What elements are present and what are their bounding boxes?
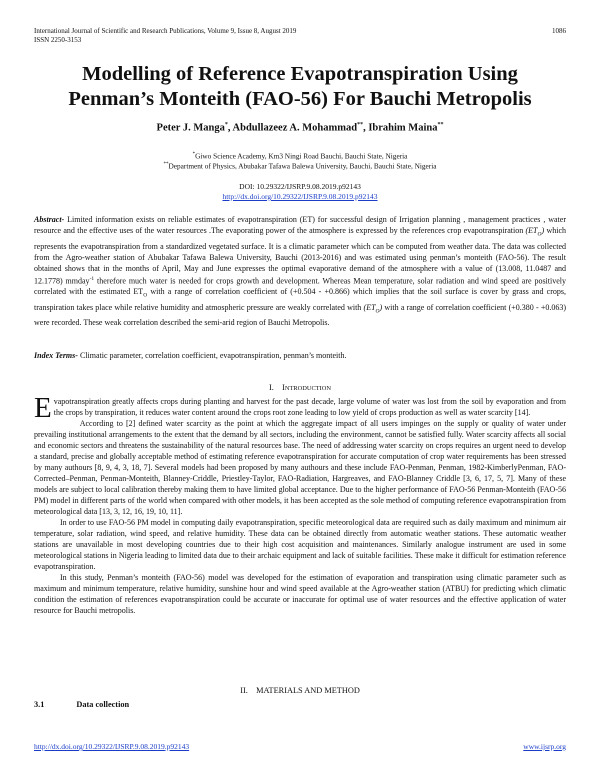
issn: ISSN 2250-3153 [34, 36, 82, 44]
subsection-title: Data collection [76, 700, 130, 709]
abstract-text-3: therefore much water is needed for crops growth and development. Whereas Mean temperature, solar radiation and wind speed are positively correlated with the estimated ET [34, 276, 566, 297]
abstract-text-5: with a range of correlation coefficient (+0.380 - +0.063) were recorded. These weak correlation described the semi-arid region of Bauchi Metropolis. [34, 302, 567, 328]
journal-header: International Journal of Scientific and Research Publications, Volume 9, Issue 8, August 2019 [34, 27, 297, 35]
eto-symbol: $(ET_O)$ [525, 226, 545, 238]
affiliation-2-mark: ** [163, 162, 169, 167]
abstract-text-4: with a range of correlation coefficient of (+0.504 - +0.866) which implies that the soil surface is cover by grass and crops, transpiration takes place while relative humidity and atmospheric pressure are weakly correlated with [34, 287, 566, 312]
section-2-title: MATERIALS AND METHOD [256, 686, 360, 695]
abstract-text-2: which represents the evapotranspiration from a standardized vegetated surface. It is a climatic parameter which can be computed from weather data. The data was collected from the Agro-weather station of Abubakar Tafawa Balewa University, Bauchi (2013-2016) and was estimated using penman’s monteith (FAO-56). The result obtained shows that in the months of April, May and June expresses the optimal evaporative demand of the atmosphere with a value of (13.008, 11.0487 and 12.1778) mmday [34, 226, 566, 286]
index-terms-text: Climatic parameter, correlation coefficient, evapotranspiration, penman’s monteith. [77, 351, 347, 360]
abstract-label: Abstract- [34, 215, 65, 224]
intro-paragraph-3: In order to use FAO-56 PM model in computing daily evapotranspiration, specific meteorological data are required such as daily maximum and minimum air temperature, solar radiation, wind speed, and relative humidity. These data can be obtained directly from automatic weather stations. These automatic weather stations are unavailable in most developing countries due to their high cost acquisition and maintenances. Similarly analogue instrument are used in some meteorological stations in Nigeria leading to limited data due to their archaic equipment and lack of suitable facilities. These make it difficult for estimation reference evapotranspiration. [34, 518, 566, 571]
author-2: Abdullazeez A. Mohammad [232, 122, 358, 134]
index-terms [34, 350, 566, 361]
introduction-body [34, 392, 566, 616]
section-1-title-initial: I [282, 383, 285, 392]
title-line-1: Modelling of Reference Evapotranspiration Using [82, 63, 518, 85]
section-1-numeral: I. [268, 383, 274, 392]
footer-doi-link[interactable]: http://dx.doi.org/10.29322/IJSRP.9.08.2019.p92143 [34, 742, 190, 751]
drop-cap: E [34, 392, 52, 424]
page-number: 1086 [552, 27, 566, 35]
subsection-heading [34, 700, 129, 709]
index-terms-label: Index Terms- [34, 351, 78, 360]
footer-site-link[interactable]: www.ijsrp.org [523, 742, 566, 751]
eto-symbol-2: $(ET_O)$ [363, 302, 383, 315]
abstract-text-1: Limited information exists on reliable estimates of evapotranspiration (ET) for successful design of Irrigation planning , management practices , water resource and the effective uses of the water resources .The evaporating power of the atmosphere is expressed by the references crop evapotranspiration [34, 215, 566, 235]
intro-paragraph-2: According to [2] defined water scarcity as the point at which the aggregate impact of all users impinges on the supply or quality of water under prevailing institutional arrangements to the extent that the demand by all sectors, including the environment, cannot be satisfied fully. Water scarcity affects all social and economic sectors and threatens the sustainability of the natural resources base. The need of addressing water scarcity on crops requires an urgent need to develop a standard, precise and globally acceptable method of estimating reference evapotranspiration for accurate computation of crop water requirements has been stressed by many authours [8, 9, 4, 3, 18, 7]. Several models had been proposed by many authours and these include FAO-Penman, Penman, 1982-KimberlyPenman, FAO-Corrected–Penman, Penman-Monteith, Blanney-Criddle, Priestley-Taylor, FAO-Radiation, Hargreaves, and FAO-Blanney Criddle [3, 6, 17, 5, 7]. Many of these models are subject to local calibration thereby making them to have limited global acceptance. Due to the higher performance of FAO-56 Penman-Monteith (FAO-56 PM) model in different parts of the world when compared with other models, it has been accepted as the sole method of computing reference evapotranspiration from meteorological data [13, 3, 12, 16, 19, 10, 11]. [34, 419, 566, 516]
section-2-numeral: II. [240, 686, 248, 695]
section-1-title-rest: NTRODUCTION [284, 385, 332, 392]
author-2-mark: ** [357, 122, 364, 128]
author-1-mark: * [224, 122, 228, 128]
eto-subscript: O [143, 292, 148, 299]
author-3-mark: ** [437, 122, 444, 128]
unit-superscript: -1 [89, 275, 95, 282]
doi-link[interactable]: http://dx.doi.org/10.29322/IJSRP.9.08.2019.p92143 [222, 192, 378, 201]
doi-label: DOI: 10.29322/IJSRP.9.08.2019.p92143 [239, 182, 361, 191]
title-line-2: Penman’s Monteith (FAO-56) For Bauchi Metropolis [68, 88, 532, 110]
affiliation-1-mark: * [192, 152, 196, 157]
affiliation-1-text: Giwo Science Academy, Km3 Ningi Road Bauchi, Bauchi State, Nigeria [195, 151, 408, 161]
intro-paragraph-4: In this study, Penman’s monteith (FAO-56) model was developed for the estimation of evaporation and transpiration using climatic parameter such as maximum and minimum temperature, relative humidity, sunshine hour and wind speed available at the Agro-weather station (ATBU) for predicting which climatic condition the estimation of references evapotranspiration could be accurate or inaccurate for optimal use of water resources and the effective application of water resource for Bauchi metropolis. [34, 573, 566, 615]
section-1-heading [34, 383, 566, 392]
authors: Peter J. Manga*, Abdullazeez A. Mohammad**, Ibrahim Maina** [156, 122, 444, 134]
section-2-heading [34, 686, 566, 695]
intro-paragraph-1: Evapotranspiration greatly affects crops during planting and harvest for the past decade, large volume of water was lost from the soil by evaporation and from the crops by transpiration, it reduces water content around the crops root zone leading to low yield of crops production as well as water scarcity [14]. [34, 392, 566, 424]
author-3: Ibrahim Maina [368, 122, 438, 134]
author-1: Peter J. Manga [156, 122, 225, 134]
paper-title [40, 62, 560, 112]
abstract [34, 214, 566, 328]
subsection-number: 3.1 [34, 700, 45, 709]
affiliation-2-text: Department of Physics, Abubakar Tafawa Balewa University, Bauchi, Bauchi State, Nigeria [168, 161, 437, 171]
affiliation-2 [40, 160, 560, 171]
